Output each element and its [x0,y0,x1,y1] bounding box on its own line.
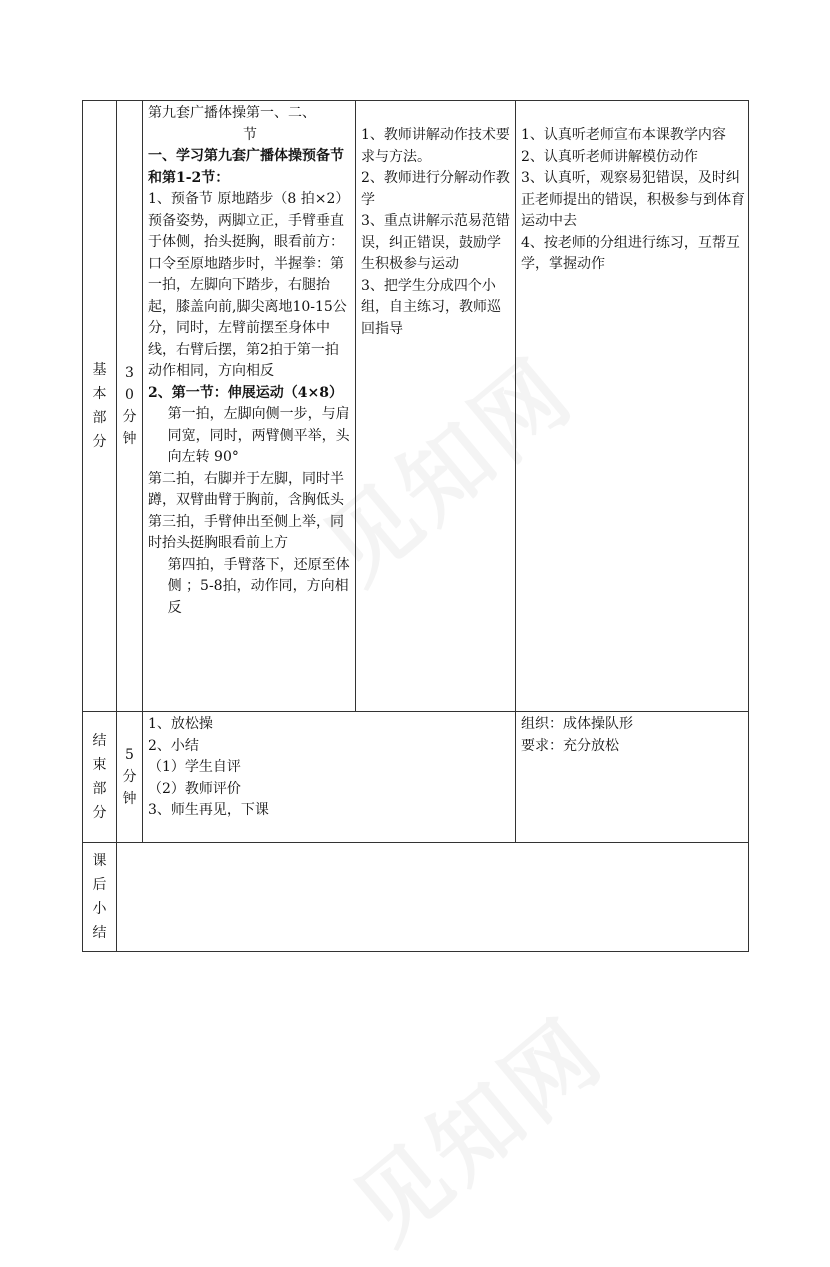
teacher-item: 3、重点讲解示范易范错误，纠正错误，鼓励学生积极参与运动 [361,213,510,272]
ending-item: 1、放松操 [148,716,213,732]
ending-item: （1）学生自评 [148,759,241,775]
content-heading-1: 一、学习第九套广播体操预备节和第1-2节： [148,148,344,186]
content-title-line1: 第九套广播体操第一、二、 [148,105,316,121]
basic-time-cell [117,101,143,712]
content-title-line2: 节 [243,126,257,143]
ending-organization-cell [516,712,749,843]
summary-label-cell [83,843,117,952]
ending-item: （2）教师评价 [148,780,241,797]
student-item: 2、认真听老师讲解模仿动作 [521,148,698,165]
ending-content-cell [143,712,516,843]
basic-section-label-cell [83,101,117,712]
summary-content-cell [117,843,749,952]
lesson-plan-table [82,100,749,952]
student-activity-cell [516,101,749,712]
watermark [322,983,626,1267]
ending-requirement: 要求：充分放松 [521,737,619,754]
teacher-activity-cell [356,101,516,712]
ending-section-row [83,712,749,843]
summary-label: 课后小结 [92,853,107,941]
ending-section-label: 结束部分 [92,733,107,821]
ending-section-label-cell [83,712,117,843]
ending-time-cell [117,712,143,843]
summary-row [83,843,749,952]
ending-time: 5分钟 [122,746,137,807]
content-heading-2: 2、第一节：伸展运动（4×8） [148,384,343,401]
content-paragraph-2: 预备姿势，两脚立正，手臂垂直于体侧，抬头挺胸，眼看前方：口令至原地踏步时，半握拳：第一拍，左脚向下踏步，右腿抬起，膝盖向前,脚尖离地10-15公分，同时，左臂前摆至身体中线，右臂后摆，第2拍于第一拍动作相同，方向相反 [148,212,347,379]
student-item: 1、认真听老师宣布本课教学内容 [521,127,726,143]
content-paragraph-4: 第二拍，右脚并于左脚，同时半蹲，双臂曲臂于胸前，含胸低头 [148,470,344,508]
basic-content-cell [143,101,356,712]
teacher-item: 3、把学生分成四个小组，自主练习，教师巡回指导 [361,277,501,337]
content-paragraph-1: 1、预备节 原地踏步（8 拍×2） [148,191,350,207]
content-paragraph-6: 第四拍，手臂落下，还原至体侧 ；5-8拍，动作同，方向相反 [167,556,350,616]
content-paragraph-3: 第一拍，左脚向侧一步，与肩同宽，同时，两臂侧平举，头向左转 90° [167,406,350,465]
ending-item: 2、小结 [148,737,199,754]
teacher-item: 2、教师进行分解动作教学 [361,170,510,208]
basic-time: 30分钟 [122,364,137,447]
student-item: 4、按老师的分组进行练习，互帮互学，掌握动作 [521,234,740,272]
content-paragraph-5: 第三拍，手臂伸出至侧上举，同时抬头挺胸眼看前上方 [148,513,344,551]
ending-item: 3、师生再见，下课 [148,802,269,818]
basic-section-row [83,101,749,712]
ending-organization: 组织：成体操队形 [521,716,633,732]
teacher-item: 1、教师讲解动作技术要求与方法。 [361,127,510,165]
student-item: 3、认真听，观察易犯错误，及时纠正老师提出的错误，积极参与到体育运动中去 [521,170,745,229]
basic-section-label: 基本部分 [92,362,107,450]
